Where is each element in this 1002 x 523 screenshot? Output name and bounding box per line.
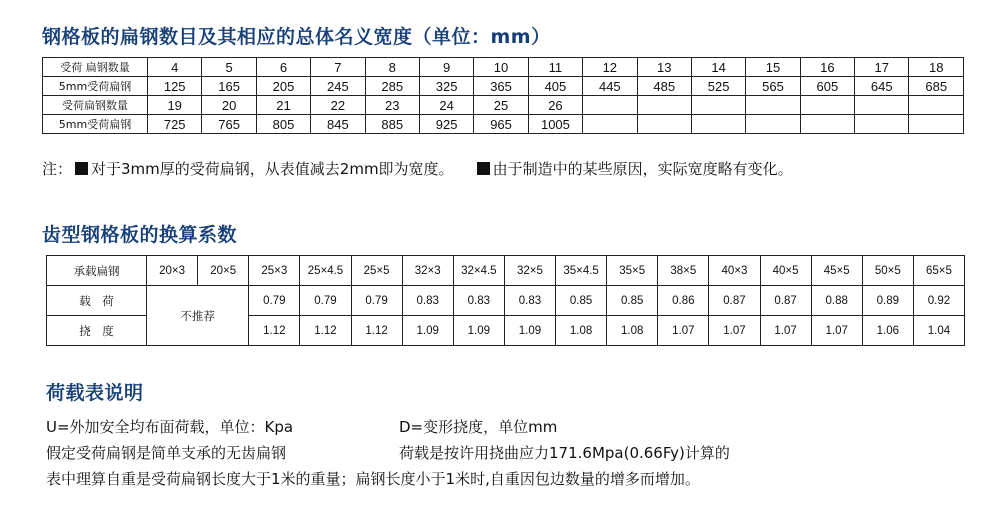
size-cell: 32×4.5: [453, 256, 504, 286]
table-cell: 165: [202, 77, 256, 96]
table-row-load: [47, 286, 965, 316]
desc-line-1a: U=外加安全均布面荷载，单位：Kpa: [46, 418, 294, 436]
table-cell: 205: [256, 77, 310, 96]
conversion-factor-table: [46, 255, 965, 346]
row-label: 5mm受荷扁钢: [43, 77, 148, 96]
deflection-value: 1.09: [402, 316, 453, 346]
deflection-value: 1.07: [811, 316, 862, 346]
load-value: 0.86: [658, 286, 709, 316]
table-cell: [691, 96, 745, 115]
deflection-value: 1.04: [913, 316, 964, 346]
flat-bar-count-table: [42, 57, 964, 134]
table-cell: 25: [474, 96, 528, 115]
table-cell: 645: [855, 77, 909, 96]
deflection-value: 1.08: [556, 316, 607, 346]
deflection-value: 1.09: [453, 316, 504, 346]
table-cell: 24: [419, 96, 473, 115]
table-cell: 725: [148, 115, 202, 134]
table-cell: 4: [148, 58, 202, 77]
header-label: 承载扁钢: [47, 256, 147, 286]
table-cell: [637, 96, 691, 115]
load-value: 0.85: [556, 286, 607, 316]
deflection-label: 挠 度: [47, 316, 147, 346]
title-conversion-factor: 齿型钢格板的换算系数: [42, 224, 238, 246]
size-cell: 32×5: [504, 256, 555, 286]
title-load-table-notes: 荷载表说明: [46, 382, 144, 404]
table-cell: [691, 115, 745, 134]
table-cell: [909, 115, 964, 134]
table-cell: 885: [365, 115, 419, 134]
table-cell: 26: [528, 96, 582, 115]
table-cell: [800, 96, 854, 115]
table-cell: 19: [148, 96, 202, 115]
table-cell: 965: [474, 115, 528, 134]
table-cell: 1005: [528, 115, 582, 134]
note-item-1: 对于3mm厚的受荷扁钢，从表值减去2mm即为宽度。: [91, 160, 454, 178]
desc-line-3: 表中理算自重是受荷扁钢长度大于1米的重量；扁钢长度小于1米时,自重因包边数量的增多而增加。: [46, 470, 700, 488]
black-square-icon: [75, 162, 88, 175]
size-cell: 40×5: [760, 256, 811, 286]
deflection-value: 1.07: [658, 316, 709, 346]
table-cell: [583, 115, 637, 134]
table-cell: 22: [311, 96, 365, 115]
row-label: 受荷扁钢数量: [43, 96, 148, 115]
table-cell: 18: [909, 58, 964, 77]
table-cell: 17: [855, 58, 909, 77]
size-cell: 25×3: [249, 256, 300, 286]
table-cell: 405: [528, 77, 582, 96]
table-cell: 925: [419, 115, 473, 134]
size-cell: 45×5: [811, 256, 862, 286]
deflection-value: 1.07: [760, 316, 811, 346]
table-cell: 11: [528, 58, 582, 77]
table-cell: [909, 96, 964, 115]
load-value: 0.89: [862, 286, 913, 316]
black-square-icon: [477, 162, 490, 175]
size-cell: 35×4.5: [556, 256, 607, 286]
load-value: 0.92: [913, 286, 964, 316]
table-cell: 6: [256, 58, 310, 77]
table-cell: 805: [256, 115, 310, 134]
load-value: 0.83: [504, 286, 555, 316]
load-label: 载 荷: [47, 286, 147, 316]
table-cell: 13: [637, 58, 691, 77]
table-cell: 765: [202, 115, 256, 134]
load-value: 0.83: [402, 286, 453, 316]
load-value: 0.85: [607, 286, 658, 316]
deflection-value: 1.12: [249, 316, 300, 346]
row-label: 5mm受荷扁钢: [43, 115, 148, 134]
table-cell: [855, 115, 909, 134]
table-cell: [637, 115, 691, 134]
load-value: 0.79: [351, 286, 402, 316]
table-cell: [583, 96, 637, 115]
note: [42, 158, 793, 179]
table-cell: 10: [474, 58, 528, 77]
table-row: [43, 77, 964, 96]
table-cell: 605: [800, 77, 854, 96]
table-cell: 14: [691, 58, 745, 77]
load-value: 0.87: [760, 286, 811, 316]
deflection-value: 1.09: [504, 316, 555, 346]
table-cell: 12: [583, 58, 637, 77]
not-recommended-cell: 不推荐: [147, 286, 249, 346]
table-cell: 125: [148, 77, 202, 96]
size-cell: 65×5: [913, 256, 964, 286]
table-cell: 15: [746, 58, 800, 77]
table-cell: [746, 96, 800, 115]
table-cell: 7: [311, 58, 365, 77]
size-cell: 25×4.5: [300, 256, 351, 286]
table-cell: 525: [691, 77, 745, 96]
table-cell: 845: [311, 115, 365, 134]
table-cell: 9: [419, 58, 473, 77]
table-cell: 565: [746, 77, 800, 96]
note-item-2: 由于制造中的某些原因，实际宽度略有变化。: [492, 160, 793, 178]
table-cell: 8: [365, 58, 419, 77]
table-cell: 21: [256, 96, 310, 115]
size-cell: 32×3: [402, 256, 453, 286]
size-cell: 20×3: [147, 256, 198, 286]
table-cell: 16: [800, 58, 854, 77]
table-row: [43, 96, 964, 115]
load-value: 0.79: [249, 286, 300, 316]
table-cell: 5: [202, 58, 256, 77]
deflection-value: 1.12: [300, 316, 351, 346]
desc-line-2b: 荷载是按许用挠曲应力171.6Mpa(0.66Fy)计算的: [399, 444, 730, 462]
table-cell: 20: [202, 96, 256, 115]
table-cell: [855, 96, 909, 115]
table-row-header: [47, 256, 965, 286]
row-label: 受荷 扁钢数量: [43, 58, 148, 77]
table-cell: 23: [365, 96, 419, 115]
deflection-value: 1.06: [862, 316, 913, 346]
desc-line-1b: D=变形挠度，单位mm: [399, 418, 558, 436]
table-cell: [746, 115, 800, 134]
deflection-value: 1.08: [607, 316, 658, 346]
deflection-value: 1.07: [709, 316, 760, 346]
table-cell: 485: [637, 77, 691, 96]
table-cell: 285: [365, 77, 419, 96]
deflection-value: 1.12: [351, 316, 402, 346]
table-cell: 685: [909, 77, 964, 96]
table-cell: 245: [311, 77, 365, 96]
table-row: [43, 58, 964, 77]
table-cell: [800, 115, 854, 134]
size-cell: 40×3: [709, 256, 760, 286]
title-flat-bar-count: 钢格板的扁钢数目及其相应的总体名义宽度（单位：mm）: [42, 26, 551, 48]
table-cell: 445: [583, 77, 637, 96]
load-value: 0.87: [709, 286, 760, 316]
size-cell: 20×5: [198, 256, 249, 286]
desc-line-2a: 假定受荷扁钢是简单支承的无齿扁钢: [46, 444, 287, 462]
load-value: 0.83: [453, 286, 504, 316]
size-cell: 25×5: [351, 256, 402, 286]
load-value: 0.79: [300, 286, 351, 316]
size-cell: 50×5: [862, 256, 913, 286]
load-value: 0.88: [811, 286, 862, 316]
size-cell: 38×5: [658, 256, 709, 286]
table-row: [43, 115, 964, 134]
table-cell: 365: [474, 77, 528, 96]
note-prefix: 注：: [42, 160, 73, 178]
size-cell: 35×5: [607, 256, 658, 286]
table-cell: 325: [419, 77, 473, 96]
